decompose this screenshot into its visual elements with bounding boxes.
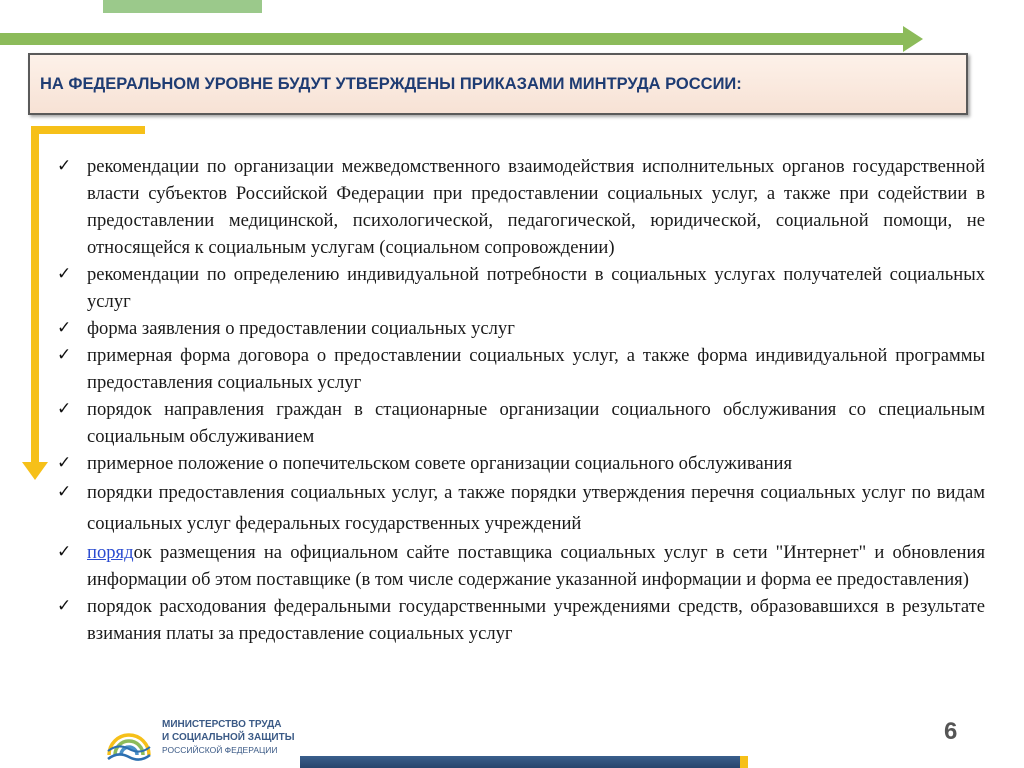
yellow-arrow-shaft [31,126,39,464]
list-item [57,315,985,342]
check-icon: ✓ [57,156,72,176]
check-icon: ✓ [57,345,72,365]
list-item [57,261,985,315]
item-text: ок размещения на официальном сайте поставщика социальных услуг в сети "Интернет" и обновления информации об этом поставщике (в том числе содержание указанной информации и форма ее предоставления) [87,542,985,590]
ministry-name [162,718,295,757]
list-item [57,396,985,450]
item-text: примерное положение о попечительском совете организации социального обслуживания [87,453,793,474]
item-text: порядок направления граждан в стационарные организации социального обслуживания со специальным социальным обслуживанием [87,399,985,447]
yellow-arrow-top [31,126,145,134]
item-text: рекомендации по организации межведомственного взаимодействия исполнительных органов государственной власти субъектов Российской Федерации при предоставлении социальных услуг, а также при содействии в предоставлении медицинской, психологической, педагогической, юридической, социальной помощи, не относящейся к социальным услугам (социальном сопровождении) [87,156,985,258]
item-text: рекомендации по определению индивидуальной потребности в социальных услугах получателей социальных услуг [87,264,985,312]
item-text: примерная форма договора о предоставлении социальных услуг, а также форма индивидуальной программы предоставления социальных услуг [87,345,985,393]
item-text: порядок расходования федеральными государственными учреждениями средств, образовавшихся в результате взимания платы за предоставление социальных услуг [87,596,985,644]
check-icon: ✓ [57,453,72,473]
item-text: форма заявления о предоставлении социальных услуг [87,318,515,339]
list-item [57,342,985,396]
procedure-link[interactable]: поряд [87,542,134,563]
item-text: порядки предоставления социальных услуг, а также порядки утверждения перечня социальных услуг по видам социальных услуг федеральных государственных учреждений [87,482,985,534]
check-icon: ✓ [57,482,72,502]
ministry-name-line2: И СОЦИАЛЬНОЙ ЗАЩИТЫ [162,732,295,743]
page-number: 6 [944,718,958,745]
ministry-name-line1: МИНИСТЕРСТВО ТРУДА [162,719,282,730]
check-icon: ✓ [57,542,72,562]
ministry-name-line3: РОССИЙСКОЙ ФЕДЕРАЦИИ [162,745,278,755]
footer-bar [300,756,740,768]
list-item [57,450,985,477]
check-icon: ✓ [57,264,72,284]
check-icon: ✓ [57,318,72,338]
green-arrow-head-icon [903,26,923,52]
list-item [57,153,985,261]
top-accent-bar [103,0,262,13]
title-box [28,53,968,115]
ministry-logo-icon [106,715,152,761]
list-item [57,477,985,539]
footer-accent [740,756,748,768]
check-icon: ✓ [57,596,72,616]
green-arrow-line [0,33,905,45]
slide-title: НА ФЕДЕРАЛЬНОМ УРОВНЕ БУДУТ УТВЕРЖДЕНЫ ПРИКАЗАМИ МИНТРУДА РОССИИ: [40,74,742,93]
yellow-arrow-down-icon [22,462,48,480]
list-item [57,593,985,647]
check-icon: ✓ [57,399,72,419]
list-item [57,539,985,593]
items-list [57,153,985,647]
